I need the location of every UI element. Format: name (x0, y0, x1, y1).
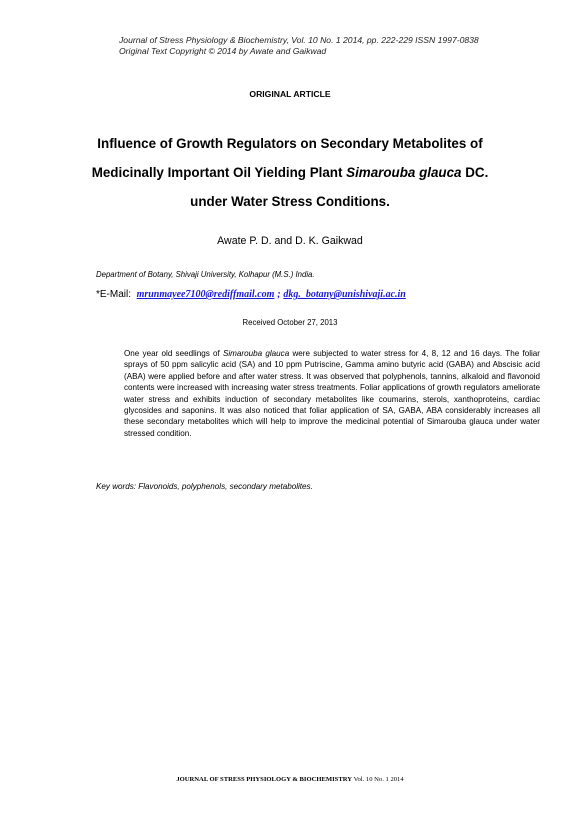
title-line-2 (60, 158, 520, 187)
footer-journal: JOURNAL OF STRESS PHYSIOLOGY & BIOCHEMISTRY (176, 776, 353, 783)
abstract-part-1: One year old seedlings of (124, 349, 223, 358)
journal-header (119, 35, 479, 57)
received-date: Received October 27, 2013 (242, 318, 338, 327)
keywords: Key words: Flavonoids, polyphenols, secondary metabolites. (96, 482, 313, 491)
email-link-1[interactable]: mrunmayee7100@rediffmail.com (136, 289, 275, 300)
abstract-species: Simarouba glauca (222, 349, 290, 358)
title-line-2-start: Medicinally Important Oil Yielding Plant (91, 165, 347, 180)
email-separator: ; (277, 289, 281, 300)
copyright-line: Original Text Copyright © 2014 by Awate and Gaikwad (119, 46, 327, 56)
abstract (124, 348, 540, 439)
article-title (60, 129, 520, 216)
title-line-2-end: DC. (461, 165, 489, 180)
email-link-2[interactable]: dkg._botany@unishivaji.ac.in (283, 289, 406, 300)
authors: Awate P. D. and D. K. Gaikwad (217, 235, 363, 247)
journal-citation: Journal of Stress Physiology & Biochemistry, Vol. 10 No. 1 2014, pp. 222-229 ISSN 1997-0838 (119, 35, 479, 45)
footer-issue: Vol. 10 No. 1 2014 (352, 776, 404, 783)
page-footer (0, 776, 580, 783)
email-label: *E-Mail: (96, 289, 132, 300)
article-type: ORIGINAL ARTICLE (249, 89, 331, 99)
abstract-part-2: were subjected to water stress for 4, 8, 12 and 16 days. The foliar sprays of 50 ppm salicylic acid (SA) and 10 ppm Putriscine, Gamma amino butyric acid (GABA) and Abscisic acid (ABA) were applied before and after water stress. It was observed that polyphenols, tannins, alkaloid and flavonoid contents were increased with increasing water stress treatments. Foliar applications of growth regulators ameliorate water stress and exhibits induction of secondary metabolites like coumarins, sterols, xanthoproteins, cardiac glycosides and saponins. It was also noticed that foliar application of SA, GABA, ABA considerably increases all these secondary metabolites which will help to improve the medicinal potential of Simarouba glauca under water stressed condition. (124, 349, 540, 438)
title-line-3: under Water Stress Conditions. (190, 194, 390, 209)
title-line-1: Influence of Growth Regulators on Secondary Metabolites of (97, 136, 483, 151)
email-line (96, 289, 406, 300)
title-species: Simarouba glauca (346, 165, 462, 180)
affiliation: Department of Botany, Shivaji University, Kolhapur (M.S.) India. (96, 270, 315, 279)
